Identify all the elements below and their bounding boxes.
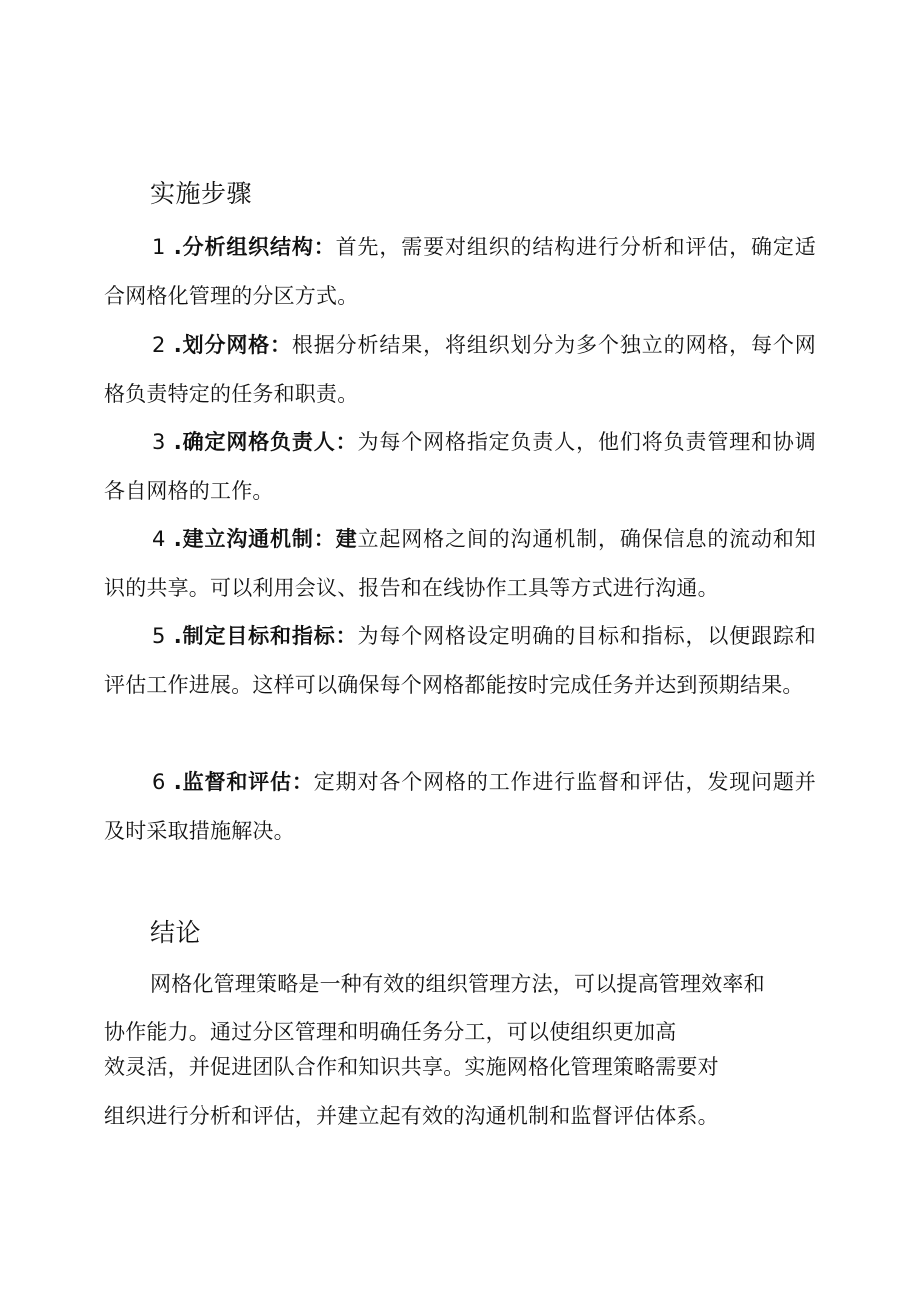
- step-title: 制定目标和指标：: [181, 624, 358, 648]
- step-title: 划分网格：: [181, 333, 292, 357]
- step-item-5: [104, 612, 816, 710]
- step-title: 确定网格负责人：: [181, 430, 358, 454]
- step-item-1: [104, 223, 816, 321]
- step-separator: .: [165, 527, 182, 551]
- step-title: 建立沟通机制：建: [181, 527, 358, 551]
- step-title: 监督和评估：: [181, 770, 314, 794]
- step-text: 立起网格之间的沟通机制，确保信息的流动和知识的共享。可以利用会议、报告和在线协作工具等方式进行沟通。: [104, 527, 816, 600]
- step-text: 为每个网格设定明确的目标和指标，以便跟踪和评估工作进展。这样可以确保每个网格都能按时完成任务并达到预期结果。: [104, 624, 816, 697]
- step-number: 1: [152, 235, 166, 259]
- step-item-2: [104, 321, 816, 419]
- step-text: 为每个网格指定负责人，他们将负责管理和协调各自网格的工作。: [104, 430, 816, 503]
- step-text: 定期对各个网格的工作进行监督和评估，发现问题并及时采取措施解决。: [104, 770, 816, 843]
- step-separator: .: [165, 770, 182, 794]
- step-item-3: [104, 418, 816, 516]
- conclusion-line-2: 协作能力。通过分区管理和明确任务分工，可以使组织更加高: [104, 1020, 677, 1044]
- step-item-4: [104, 515, 816, 613]
- step-number: 6: [152, 770, 166, 794]
- step-number: 3: [152, 430, 166, 454]
- step-separator: .: [165, 624, 182, 648]
- steps-heading: 实施步骤: [150, 179, 253, 208]
- conclusion-line-1: 网格化管理策略是一种有效的组织管理方法，可以提高管理效率和: [150, 972, 765, 996]
- conclusion-line-3: 效灵活，并促进团队合作和知识共享。实施网格化管理策略需要对: [104, 1055, 719, 1079]
- step-number: 5: [152, 624, 166, 648]
- step-separator: .: [165, 333, 182, 357]
- step-number: 4: [152, 527, 166, 551]
- conclusion-heading: 结论: [150, 918, 202, 947]
- step-title: 分析组织结构：: [181, 235, 336, 259]
- conclusion-line-4: 组织进行分析和评估，并建立起有效的沟通机制和监督评估体系。: [104, 1104, 719, 1128]
- step-text: 根据分析结果，将组织划分为多个独立的网格，每个网格负责特定的任务和职责。: [104, 333, 816, 406]
- step-separator: .: [165, 430, 182, 454]
- step-item-6: [104, 758, 816, 856]
- step-number: 2: [152, 333, 166, 357]
- step-text: 首先，需要对组织的结构进行分析和评估，确定适合网格化管理的分区方式。: [104, 235, 816, 308]
- step-separator: .: [165, 235, 182, 259]
